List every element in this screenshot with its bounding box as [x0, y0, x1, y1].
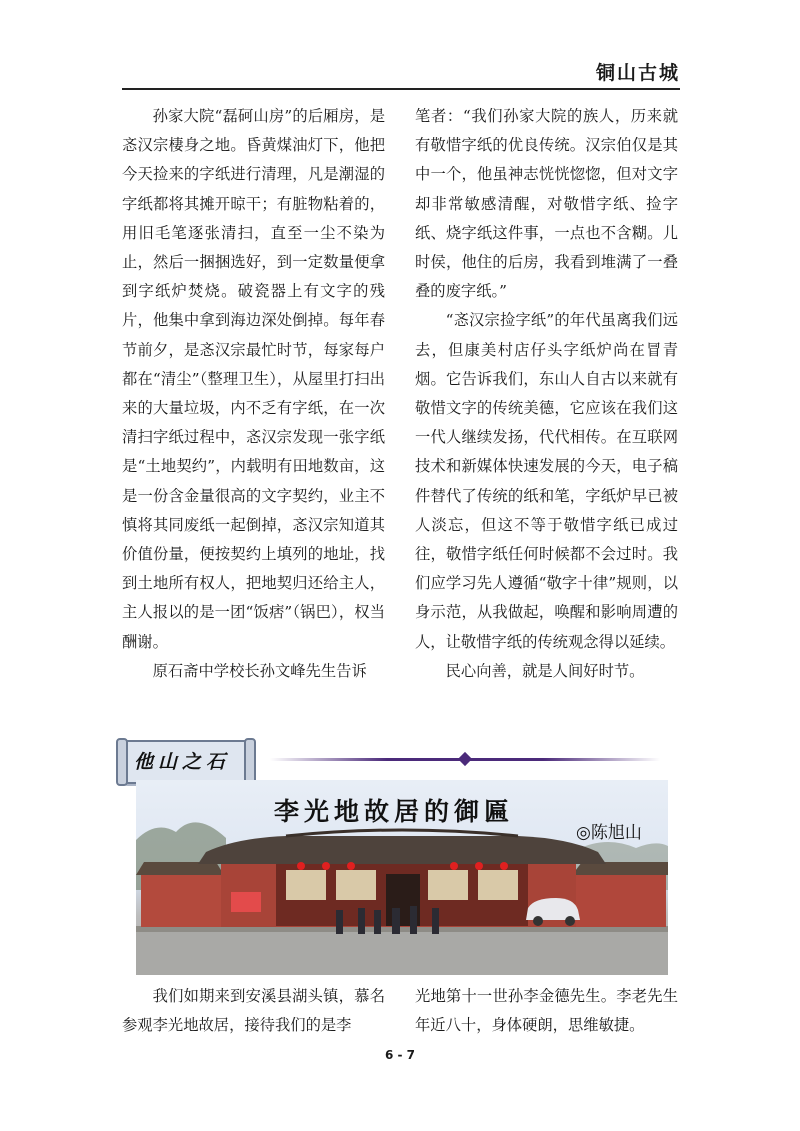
bottom-right-paragraph: 光地第十一世孙李金德先生。李老先生年近八十，身体硬朗，思维敏捷。: [415, 987, 678, 1035]
bottom-left-paragraph: 我们如期来到安溪县湖头镇，慕名参观李光地故居，接待我们的是李: [122, 987, 385, 1035]
section-banner-text: 他山之石: [134, 751, 231, 773]
page-number: 6 - 7: [384, 1048, 416, 1062]
right-paragraph-3: 民心向善，就是人间好时节。: [445, 661, 645, 680]
section-banner: [120, 740, 665, 780]
bottom-right-column: [415, 982, 678, 1040]
residence-photo: [136, 780, 668, 975]
running-head-title: 铜山古城: [595, 62, 680, 84]
left-paragraph-2: 原石斋中学校长孙文峰先生告诉: [152, 661, 367, 680]
left-paragraph-1: 孙家大院“磊砢山房”的后厢房，是忞汉宗棲身之地。昏黄煤油灯下，他把今天捡来的字纸进行清理，凡是潮湿的字纸都将其摊开晾干；有脏物粘着的，用旧毛笔逐张清扫，直至一尘不染为止，然后一捆捆选好，到一定数量便拿到字纸炉焚烧。破瓷器上有文字的残片，他集中拿到海边深处倒掉。每年春节前夕，是忞汉宗最忙时节，每家每户都在“清尘”（整理卫生），从屋里打扫出来的大量垃圾，内不乏有字纸，在一次清扫字纸过程中，忞汉宗发现一张字纸是“土地契约”，内载明有田地数亩，这是一份含金量很高的文字契约，业主不慎将其同废纸一起倒掉，忞汉宗知道其价值份量，便按契约上填列的地址，找到土地所有权人，把地契归还给主人，主人报以的是一团“饭痞”（锅巴），权当酬谢。: [122, 107, 385, 651]
bottom-left-column: [122, 982, 385, 1040]
left-column: [122, 102, 385, 686]
feature-title: 李光地故居的御匾: [274, 797, 515, 826]
right-column: [415, 102, 678, 686]
right-paragraph-1: 笔者：“我们孙家大院的族人，历来就有敬惜字纸的优良传统。汉宗伯仅是其中一个，他虽神志恍恍惚惚，但对文字却非常敏感清醒，对敬惜字纸、捡字纸、烧字纸这件事，一点也不含糊。儿时侯，他住的后房，我看到堆满了一叠叠的废字纸。”: [415, 107, 678, 301]
feature-byline: ◎陈旭山: [576, 823, 642, 843]
divider-ornament-icon: [458, 752, 472, 766]
right-paragraph-2: “忞汉宗捡字纸”的年代虽离我们远去，但康美村店仔头字纸炉尚在冒青烟。它告诉我们，东山人自古以来就有敬惜文字的传统美德，它应该在我们这一代人继续发扬，代代相传。在互联网技术和新媒体快速发展的今天，电子稿件替代了传统的纸和笔，字纸炉早已被人淡忘，但这不等于敬惜字纸已成过往，敬惜字纸任何时候都不会过时。我们应学习先人遵循“敬字十律”规则，以身示范，从我做起，唤醒和影响周遭的人，让敬惜字纸的传统观念得以延续。: [415, 311, 678, 651]
header-rule: [122, 88, 680, 90]
